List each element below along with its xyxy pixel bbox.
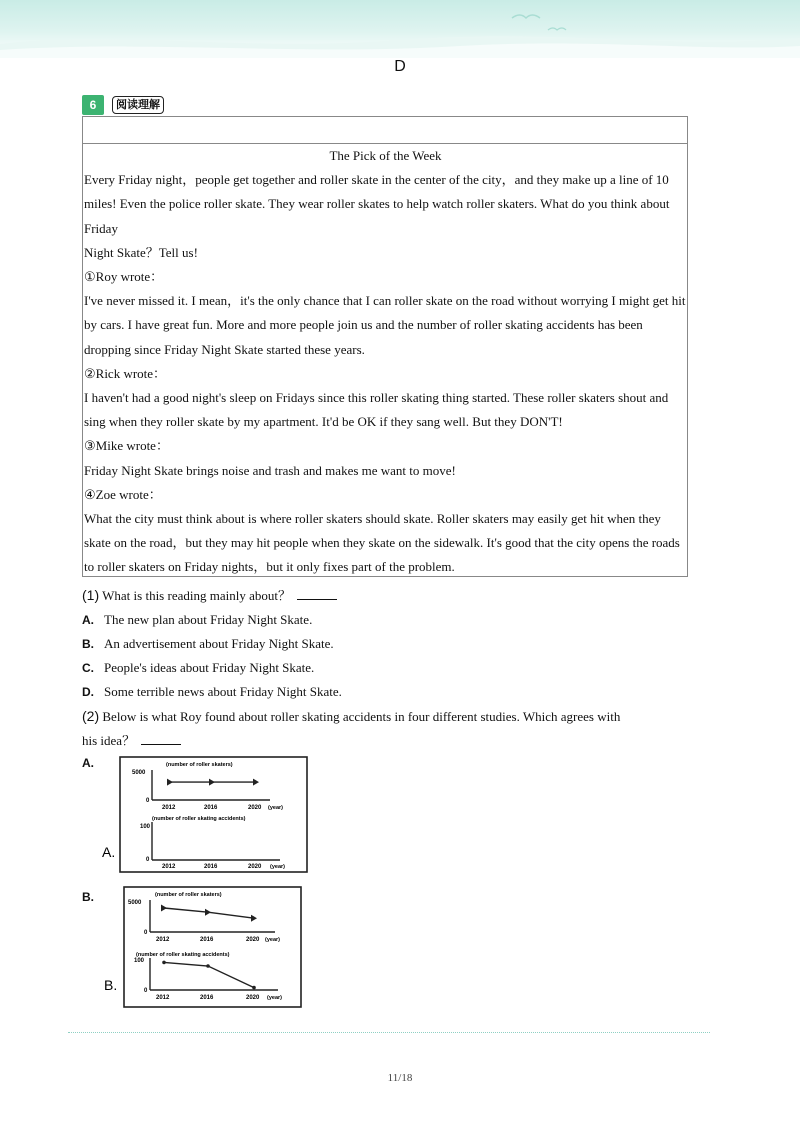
x-tick-label: 2012 (156, 937, 170, 943)
passage-paragraph: ①Roy wrote： (84, 269, 164, 285)
data-point (253, 779, 259, 786)
question-1-label: (1) (82, 587, 100, 603)
question-2 (82, 704, 692, 729)
option-letter: D. (82, 685, 94, 699)
top-chart-ymax: 5000 (132, 770, 146, 776)
question-number: 6 (82, 95, 104, 115)
data-point (205, 909, 211, 916)
data-point (162, 961, 166, 965)
option-letter: B. (82, 637, 94, 651)
x-unit-label: (year) (270, 864, 285, 870)
passage-paragraph: I haven't had a good night's sleep on Fridays since this roller skating thing started. These roller skaters shout and sing when they roller skate by my apartment. It'd be OK if they sang well. But they DON'T! (84, 390, 669, 430)
wave-decoration (0, 0, 800, 58)
option-a-label[interactable]: A. (82, 756, 94, 770)
top-chart-origin: 0 (144, 930, 148, 936)
bottom-chart-title: (number of roller skating accidents) (136, 952, 230, 958)
x-tick-label: 2012 (162, 864, 176, 870)
top-chart-origin: 0 (146, 798, 150, 804)
bottom-chart-origin: 0 (146, 857, 150, 863)
passage-header-row (83, 117, 687, 144)
data-point (161, 905, 167, 912)
option-b-label[interactable]: B. (82, 890, 94, 904)
top-chart-series (161, 905, 257, 922)
x-tick-label: 2020 (248, 864, 262, 870)
x-tick-label: 2016 (204, 864, 218, 870)
data-point (209, 779, 215, 786)
reading-passage-box (82, 116, 688, 577)
question-2-text-line2: his idea？ (82, 733, 136, 748)
question-1-text: What is this reading mainly about？ (102, 588, 291, 603)
answer-blank[interactable] (141, 732, 181, 745)
option-letter: C. (82, 661, 94, 675)
answer-blank[interactable] (297, 587, 337, 600)
passage-title: The Pick of the Week (329, 148, 442, 163)
passage-paragraph: I've never missed it. I mean，it's the only chance that I can roller skate on the road without worrying I might get hit by cars. I have great fun. More and more people join us and the number of roller skating accidents has been dropping since Friday Night Skate started these years. (84, 293, 686, 357)
option-text: Some terrible news about Friday Night Skate. (104, 684, 342, 699)
passage-paragraph: Friday Night Skate brings noise and trash and makes me want to move! (84, 462, 456, 478)
x-tick-label: 2012 (162, 805, 176, 811)
bottom-chart-title: (number of roller skating accidents) (152, 816, 246, 822)
question-2-label: (2) (82, 708, 100, 724)
data-point (252, 986, 256, 990)
question-type-badge: 阅读理解 (112, 96, 164, 114)
option-text: The new plan about Friday Night Skate. (104, 612, 313, 627)
passage-paragraph: ②Rick wrote： (84, 365, 167, 381)
x-tick-label: 2020 (246, 995, 260, 1001)
top-chart-title: (number of roller skaters) (155, 892, 222, 898)
question-2-text: Below is what Roy found about roller skating accidents in four different studies. Which agrees with (102, 709, 621, 724)
passage-paragraph: ③Mike wrote： (84, 438, 169, 454)
figure-frame (120, 757, 307, 872)
x-tick-label: 2012 (156, 995, 170, 1001)
option-d[interactable] (82, 680, 692, 704)
top-chart-title: (number of roller skaters) (166, 762, 233, 768)
question-1 (82, 583, 692, 608)
x-tick-label: 2016 (200, 937, 214, 943)
option-letter: A. (82, 613, 94, 627)
top-chart-series (167, 779, 259, 786)
option-b-figure[interactable] (100, 886, 304, 1010)
option-text: An advertisement about Friday Night Skate. (104, 636, 334, 651)
x-tick-label: 2020 (246, 937, 260, 943)
footer-divider (68, 1032, 710, 1033)
bottom-chart-origin: 0 (144, 988, 148, 994)
question-header (82, 95, 164, 115)
panel-label: A. (102, 844, 116, 860)
passage-paragraph: Every Friday night，people get together and roller skate in the center of the city，and they make up a line of 10 miles! Even the police roller skate. They wear roller skates to help watch roller skaters. What do you think about Friday (84, 172, 670, 236)
passage-paragraph: Night Skate？Tell us! (84, 244, 198, 260)
option-a-figure[interactable] (100, 756, 310, 874)
option-b[interactable] (82, 632, 692, 656)
x-unit-label: (year) (265, 937, 280, 943)
page-number: 11/18 (387, 1072, 413, 1084)
x-tick-label: 2016 (200, 995, 214, 1001)
passage-paragraph: What the city must think about is where roller skaters should skate. Roller skaters may easily get hit when they skate on the road，but they may hit people when they skate on the sidewalk. It's good that the city opens the roads to roller skaters on Friday nights，but it only fixes part of the problem. (84, 511, 680, 575)
x-tick-label: 2016 (204, 805, 218, 811)
data-point (167, 779, 173, 786)
header-banner (0, 0, 800, 58)
x-tick-label: 2020 (248, 805, 262, 811)
top-chart-ymax: 5000 (128, 900, 142, 906)
option-a[interactable] (82, 608, 692, 632)
panel-label: B. (104, 977, 118, 993)
option-text: People's ideas about Friday Night Skate. (104, 660, 315, 675)
section-letter: D (394, 58, 406, 75)
passage-paragraph: ④Zoe wrote： (84, 486, 162, 502)
x-unit-label: (year) (267, 995, 282, 1001)
option-c[interactable] (82, 656, 692, 680)
bottom-chart-ymax: 100 (140, 824, 151, 830)
x-unit-label: (year) (268, 805, 283, 811)
bottom-chart-series (162, 961, 256, 990)
bottom-chart-ymax: 100 (134, 958, 145, 964)
data-point (251, 915, 257, 922)
data-point (206, 964, 210, 968)
question-2-continued (82, 729, 692, 753)
questions-block (82, 583, 692, 753)
